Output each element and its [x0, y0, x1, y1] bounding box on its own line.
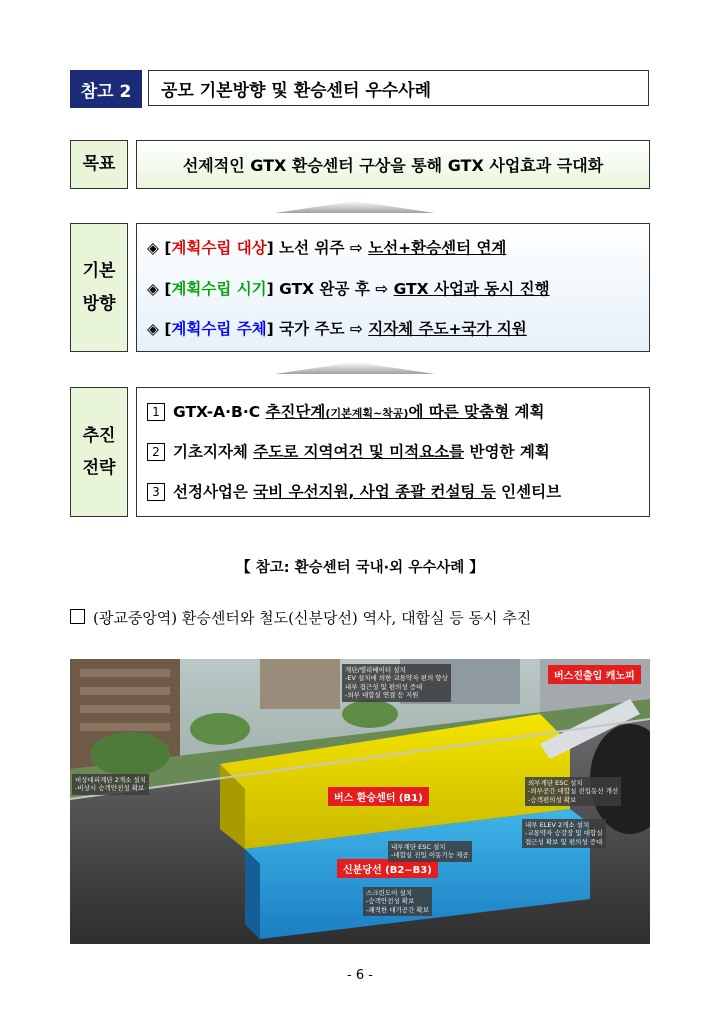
direction-row	[147, 236, 506, 258]
direction-label-line1: 기본	[82, 261, 116, 282]
row-text: GTX-A·B·C	[173, 403, 266, 421]
reference-badge: 참고 2	[70, 70, 142, 108]
row-prefix: ◈ [	[147, 320, 172, 338]
reference-caption: 【 참고: 환승센터 국내·외 우수사례 】	[236, 560, 484, 576]
item-number: 3	[147, 483, 165, 501]
station-cutaway-illustration	[70, 659, 650, 944]
row-underlined: 지역여건 및 미적요소를	[298, 443, 465, 461]
strategy-label	[70, 387, 128, 517]
item-number: 2	[147, 443, 165, 461]
page-title: 공모 기본방향 및 환승센터 우수사례	[148, 70, 649, 106]
case-line	[70, 607, 531, 628]
row-prefix: ◈ [	[147, 239, 172, 257]
strategy-row	[147, 480, 561, 502]
row-underlined: 주도로	[253, 443, 299, 461]
goal-text: 선제적인 GTX 환승센터 구상을 통해 GTX 사업효과 극대화	[182, 156, 604, 175]
bus-transfer-tag: 버스 환승센터 (B1)	[328, 787, 429, 806]
row-text: 계획	[509, 403, 545, 421]
strategy-box	[136, 387, 650, 517]
annotation-note: 비상대피계단 2개소 설치 -비상시 승객안전성 확보	[72, 774, 149, 795]
strategy-label-line2: 전략	[82, 458, 116, 478]
direction-label-line2: 방향	[82, 293, 116, 314]
row-prefix: ◈ [	[147, 280, 172, 298]
page-number: - 6 -	[347, 968, 373, 983]
direction-result: 지자체 주도+국가 지원	[368, 320, 527, 338]
direction-row	[147, 277, 550, 299]
subway-line-tag: 신분당선 (B2~B3)	[337, 859, 438, 878]
direction-row	[147, 317, 527, 339]
direction-label	[70, 223, 128, 352]
case-text: (광교중앙역) 환승센터와 철도(신분당선) 역사, 대합실 등 동시 추진	[93, 609, 532, 627]
direction-tag: 계획수립 시기	[171, 280, 267, 298]
annotation-note: 내부 ELEV 2개소 설치 -교통약자 승강장 및 대합실 접근성 확보 및 편의성 증대	[522, 819, 606, 848]
row-text: 선정사업은	[173, 483, 254, 501]
row-small: (기본계획~착공)	[325, 407, 409, 420]
down-arrow-decoration	[275, 362, 435, 374]
canopy-tag: 버스진출입 캐노피	[548, 665, 641, 684]
strategy-row	[147, 400, 544, 422]
goal-label: 목표	[70, 140, 128, 189]
row-underlined: 추진단계	[265, 403, 326, 421]
goal-box	[136, 140, 650, 189]
checkbox-icon	[70, 609, 85, 624]
annotation-note: 외부계단 ESC 설치 -외부공간 대합실 진입동선 개선 -승객편의성 확보	[525, 777, 621, 806]
annotation-note: 계단/엘리베이터 설치 -EV 설치에 의한 교통약자 편의 향상 내부 접근성 및 편의성 증대 -외부 대합실 연결 등 지원	[342, 664, 451, 702]
row-underlined: 국비 우선지원, 사업 종괄 컨설팅 등	[253, 483, 496, 501]
row-text: 반영한 계획	[464, 443, 550, 461]
direction-box	[136, 223, 650, 352]
direction-result: GTX 사업과 동시 진행	[393, 280, 550, 298]
strategy-row	[147, 440, 550, 462]
row-underlined: 에 따른 맞춤형	[408, 403, 510, 421]
strategy-label-line1: 추진	[82, 425, 116, 446]
row-text: 인센티브	[495, 483, 562, 501]
direction-tag: 계획수립 주체	[171, 320, 267, 338]
direction-tag: 계획수립 대상	[171, 239, 267, 257]
annotation-note: 스크린도어 설치 -승객안전성 확보 -쾌적한 대기공간 확보	[363, 887, 432, 916]
row-text: 기초지자체	[173, 443, 254, 461]
row-mid: ] 노선 위주 ⇨	[266, 239, 369, 257]
annotation-note: 내부계단 ESC 설치 -대합실 진입 이동기능 제공	[388, 841, 472, 862]
down-arrow-decoration	[275, 201, 435, 213]
direction-result: 노선+환승센터 연계	[368, 239, 507, 257]
row-mid: ] GTX 완공 후 ⇨	[266, 280, 394, 298]
row-mid: ] 국가 주도 ⇨	[266, 320, 369, 338]
item-number: 1	[147, 403, 165, 421]
